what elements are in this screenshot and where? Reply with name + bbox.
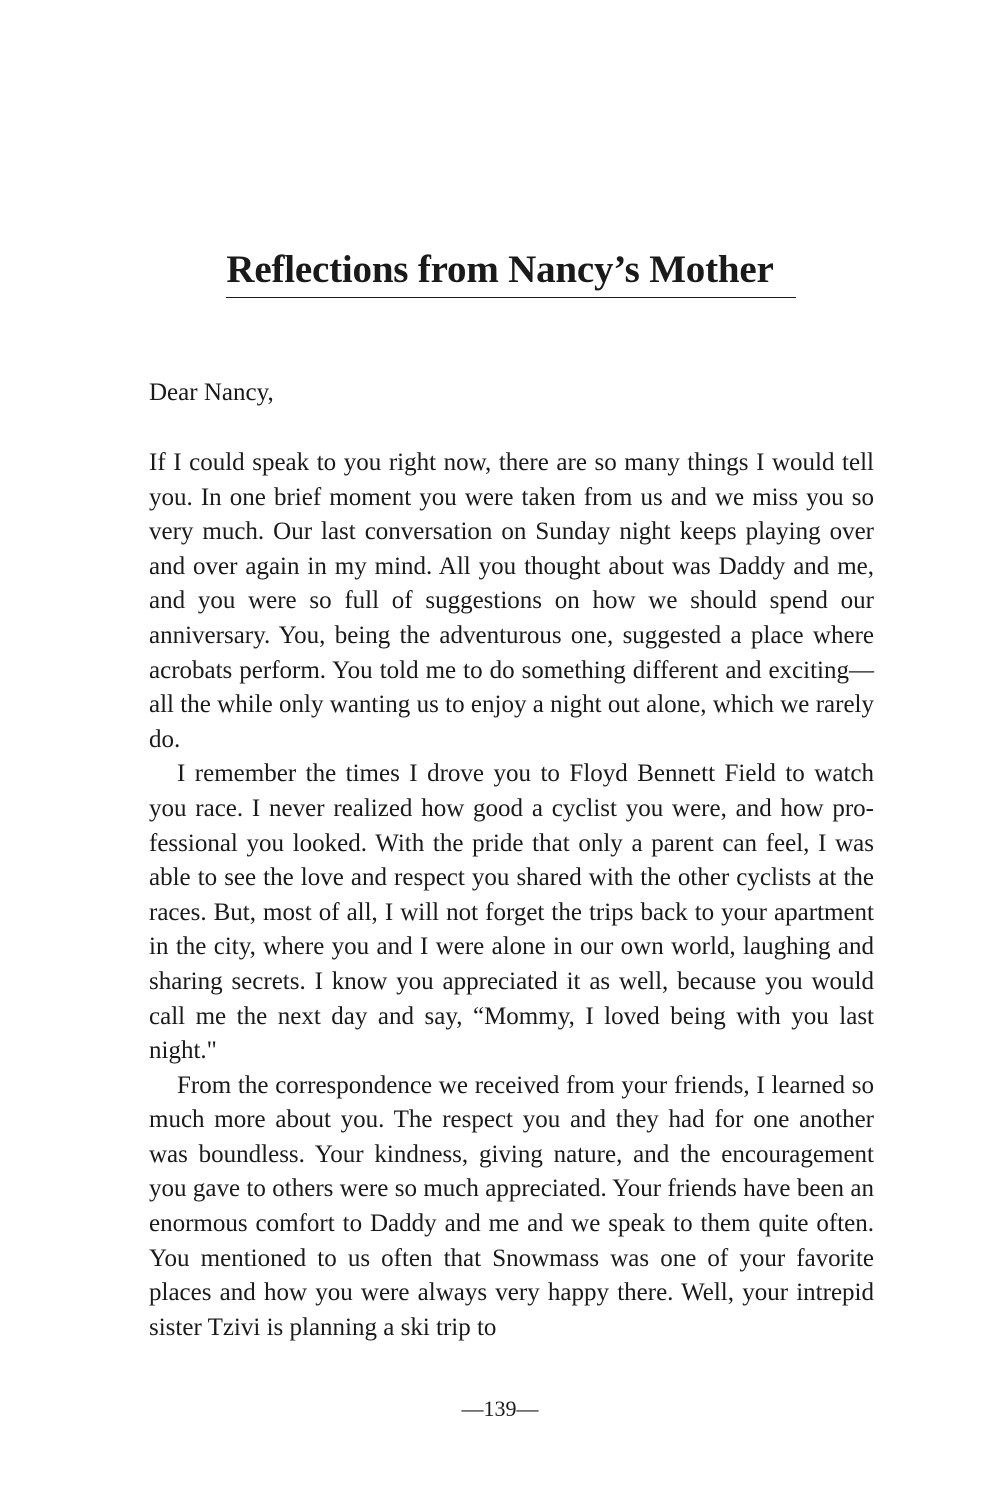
paragraph-2: I remember the times I drove you to Floyd Bennett Field to watch you race. I never realized how good a cyclist you were, and how professional you looked. With the pride that only a parent can feel, I was able to see the love and respect you shared with the other cyclists at the races. But, most of all, I will not forget the trips back to your apartment in the city, where you and I were alone in our own world, laughing and sharing secrets. I know you appreciated it as well, because you would call me the next day and say, “Mommy, I loved being with you last night." [149, 760, 874, 1065]
page-title: Reflections from Nancy’s Mother [226, 248, 774, 291]
letter-body [149, 446, 874, 1345]
letter-salutation: Dear Nancy, [149, 379, 274, 406]
title-underline [226, 297, 796, 298]
page-number: —139— [461, 1396, 539, 1421]
paragraph-3: From the correspondence we received from your friends, I learned so much more about you. The respect you and they had for one another was boundless. Your kindness, giving nature, and the encouragement you gave to others were so much appreciated. Your friends have been an enormous comfort to Daddy and me and we speak to them quite often. You mentioned to us often that Snowmass was one of your favorite places and how you were always very happy there. Well, your intrepid sister Tzivi is planning a ski trip to [149, 1071, 874, 1341]
paragraph-1: If I could speak to you right now, there are so many things I would tell you. In one brief moment you were taken from us and we miss you so very much. Our last conversation on Sunday night keeps playing over and over again in my mind. All you thought about was Daddy and me, and you were so full of suggestions on how we should spend our anniversary. You, being the adventurous one, suggested a place where acrobats perform. You told me to do something different and exciting—all the while only wanting us to enjoy a night out alone, which we rarely do. [149, 449, 874, 753]
